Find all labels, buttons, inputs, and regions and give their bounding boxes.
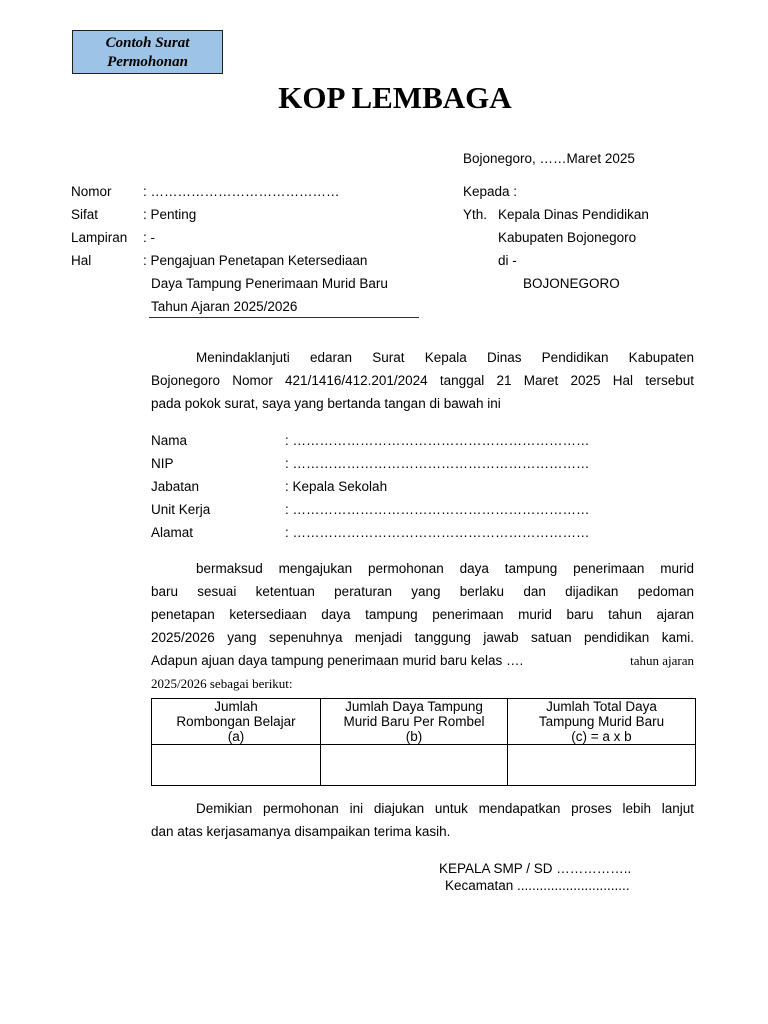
hal-continuation-1: Daya Tampung Penerimaan Murid Baru [151,276,388,291]
recipient-kepada: Kepada : [463,184,518,199]
intro-line-1: Menindaklanjuti edaran Surat Kepala Dinas Pendidikan Kabupaten [196,350,694,365]
identity-row-alamat [151,521,590,544]
header-line: (c) = a x b [571,729,632,744]
identity-value: : ………………………………………………………… [285,525,590,540]
intro-line-3: pada pokok surat, saya yang bertanda tangan di bawah ini [151,396,501,411]
intro-line-2: Bojonegoro Nomor 421/1416/412.201/2024 tanggal 21 Maret 2025 Hal tersebut [151,373,694,388]
header-line: (a) [227,729,245,744]
identity-label: NIP [151,456,174,471]
field-row-lampiran [71,226,388,249]
recipient-line-1: Kepala Dinas Pendidikan [498,207,649,222]
identity-row-jabatan [151,475,590,498]
body-line-3: penetapan ketersediaan daya tampung penerimaan murid baru tahun ajaran [151,607,694,622]
closing-line-2: dan atas kerjasamanya disampaikan terima kasih. [151,824,451,839]
body-line-5b: tahun ajaran [630,653,694,668]
field-label: Lampiran [71,230,128,245]
identity-row-nip [151,452,590,475]
body-line-2: baru sesuai ketentuan peraturan yang berlaku dan dijadikan pedoman [151,584,694,599]
field-row-nomor [71,180,388,203]
header-line: Murid Baru Per Rombel [343,714,485,729]
signature-line-2: Kecamatan .............................. [445,878,630,893]
recipient-row-1 [463,203,649,226]
identity-value: : ………………………………………………………… [285,456,590,471]
field-label: Sifat [71,207,99,222]
table-header-row [152,699,696,745]
field-label: Hal [71,253,92,268]
table-header-cell [321,699,508,745]
field-label: Nomor [71,184,112,199]
header-line: Rombongan Belajar [176,714,296,729]
table-header-cell [152,699,321,745]
closing-line-1: Demikian permohonan ini diajukan untuk mendapatkan proses lebih lanjut [196,801,694,816]
identity-label: Unit Kerja [151,502,211,517]
field-row-sifat [71,203,388,226]
table-header-cell [508,699,696,745]
header-line: Jumlah [214,699,258,714]
field-row-hal [71,249,388,272]
header-line: (b) [405,729,423,744]
letterhead-title: KOP LEMBAGA [278,80,512,115]
recipient-line-2: Kabupaten Bojonegoro [498,230,637,245]
badge-line-2: Permohonan [107,54,188,70]
body-line-5 [151,649,694,672]
identity-label: Nama [151,433,188,448]
date-place: Bojonegoro, ……Maret 2025 [463,151,635,166]
example-letter-badge [72,30,223,74]
identity-value: : ………………………………………………………… [285,433,590,448]
subject-underline [149,317,419,318]
capacity-table [151,698,696,786]
closing-paragraph [151,797,694,843]
header-line: Jumlah Daya Tampung [345,699,483,714]
body-line-1: bermaksud mengajukan permohonan daya tampung penerimaan murid [196,561,694,576]
body-paragraph [151,557,694,695]
identity-value: : Kepala Sekolah [285,479,388,494]
body-line-6: 2025/2026 sebagai berikut: [151,676,293,691]
table-cell-empty[interactable] [508,745,696,786]
field-value: : Pengajuan Penetapan Ketersediaan [143,253,368,268]
table-row [152,745,696,786]
letter-header-fields [71,180,388,318]
signature-line-1: KEPALA SMP / SD …………….. [439,861,632,876]
identity-row-unit-kerja [151,498,590,521]
intro-paragraph [151,346,694,415]
identity-fields [151,429,590,544]
body-line-5a: Adapun ajuan daya tampung penerimaan murid baru kelas …. [151,653,524,668]
recipient-block [463,180,649,295]
table-cell-empty[interactable] [321,745,508,786]
body-line-4: 2025/2026 yang sepenuhnya menjadi tanggung jawab satuan pendidikan kami. [151,630,694,645]
identity-label: Alamat [151,525,194,540]
recipient-yth: Yth. [463,207,488,222]
table-cell-empty[interactable] [152,745,321,786]
hal-continuation-2: Tahun Ajaran 2025/2026 [151,299,298,314]
recipient-line-3: di - [498,253,517,268]
header-line: Jumlah Total Daya [546,699,657,714]
identity-row-nama [151,429,590,452]
recipient-line-4: BOJONEGORO [523,276,620,291]
field-value: : - [143,230,155,245]
header-line: Tampung Murid Baru [538,714,665,729]
badge-line-1: Contoh Surat [105,35,190,51]
identity-value: : ………………………………………………………… [285,502,590,517]
signature-block [439,860,631,894]
identity-label: Jabatan [151,479,200,494]
field-value: : …………………………………… [143,184,340,199]
field-value: : Penting [143,207,197,222]
